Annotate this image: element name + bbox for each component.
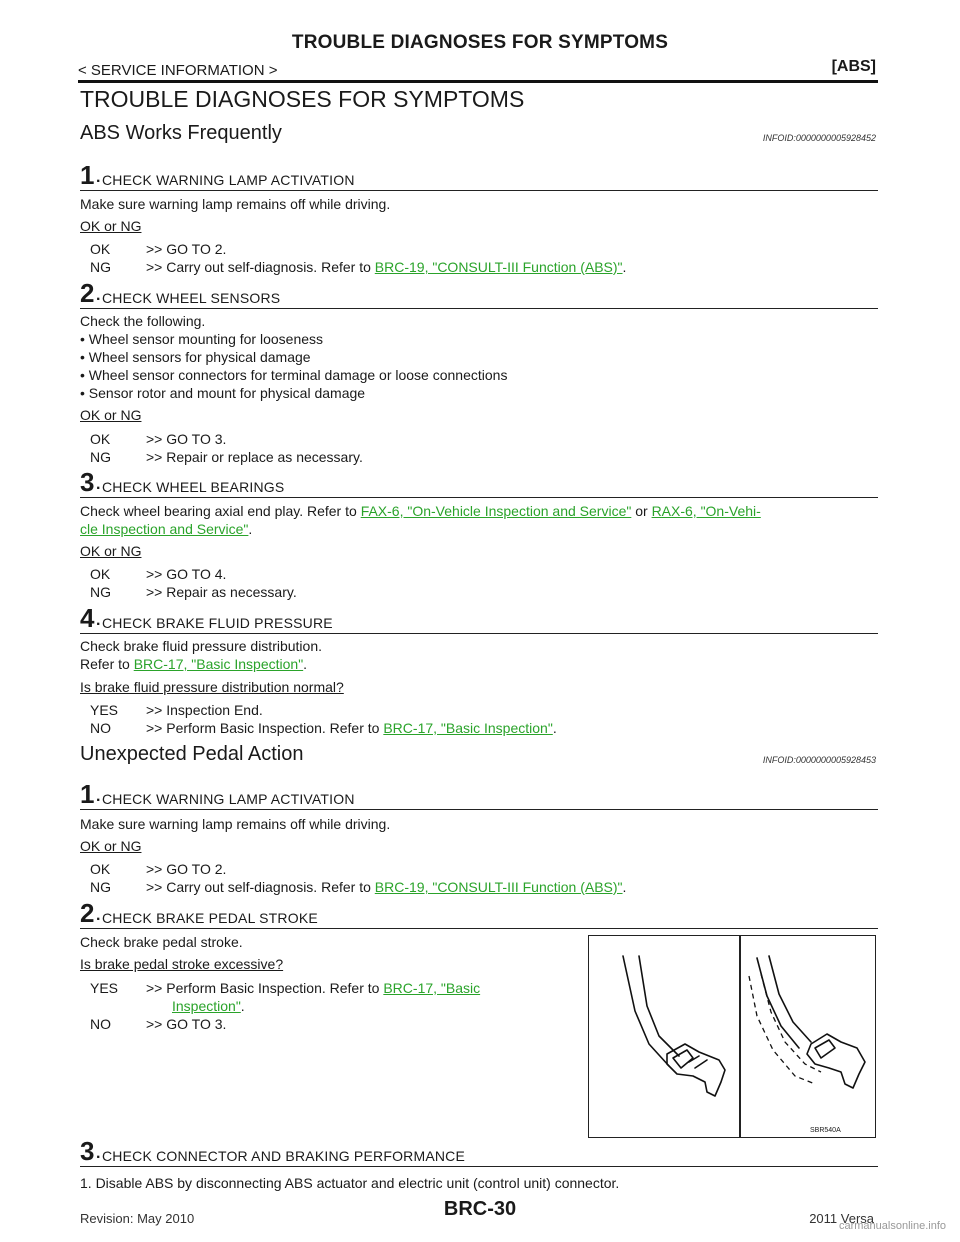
pedal-detail — [689, 1056, 707, 1068]
punctuation: . — [552, 720, 557, 736]
reference-link[interactable]: BRC-17, "Basic Inspection" — [133, 656, 304, 672]
step-question: Is brake fluid pressure distribution normal? — [80, 679, 344, 695]
reference-link[interactable]: cle Inspection and Service" — [80, 521, 249, 537]
model-year: 2011 Versa — [809, 1211, 874, 1226]
watermark: carmanualsonline.info — [838, 1220, 946, 1232]
result-no — [90, 719, 557, 737]
result-key: OK — [90, 861, 111, 877]
step-label: CHECK WARNING LAMP ACTIVATION — [102, 791, 355, 807]
step-body — [80, 502, 761, 520]
step-dot: . — [96, 169, 101, 186]
step-number: 2 — [80, 278, 95, 308]
result-text: >> GO TO 2. — [146, 241, 227, 257]
pedal-arm-line — [639, 956, 679, 1056]
reference-link[interactable]: Inspection" — [172, 998, 241, 1014]
result-yes-cont — [172, 997, 245, 1015]
result-ng — [90, 583, 297, 601]
step-body-cont — [80, 520, 252, 538]
body-text: or — [631, 503, 652, 519]
step-body: Make sure warning lamp remains off while driving. — [80, 196, 391, 212]
result-yes — [90, 979, 480, 997]
step-dot: . — [96, 788, 101, 805]
punctuation: . — [248, 521, 253, 537]
result-text: >> GO TO 4. — [146, 566, 227, 582]
step-dot: . — [96, 612, 101, 629]
pedal-arm-line — [757, 958, 799, 1048]
step-question: OK or NG — [80, 218, 142, 234]
result-text: >> Perform Basic Inspection. Refer to — [146, 980, 384, 996]
step-body: Check brake fluid pressure distribution. — [80, 638, 323, 654]
step-body: Check brake pedal stroke. — [80, 934, 243, 950]
step-heading — [80, 160, 878, 191]
step-dot: . — [96, 907, 101, 924]
result-key: OK — [90, 241, 111, 257]
step-number: 4 — [80, 603, 95, 633]
step-question: Is brake pedal stroke excessive? — [80, 956, 284, 972]
reference-link[interactable]: FAX-6, "On-Vehicle Inspection and Service" — [360, 503, 632, 519]
bullet-item: • Sensor rotor and mount for physical damage — [80, 385, 366, 401]
result-key: OK — [90, 431, 111, 447]
step-body — [80, 655, 307, 673]
step-heading — [80, 779, 878, 810]
breadcrumb[interactable]: < SERVICE INFORMATION > — [78, 62, 278, 79]
step-number: 3 — [80, 1136, 95, 1166]
result-yes — [90, 701, 263, 719]
step-number: 3 — [80, 467, 95, 497]
depressed-arm-dashed — [749, 976, 815, 1084]
step-label: CHECK BRAKE FLUID PRESSURE — [102, 615, 333, 631]
result-ng — [90, 258, 626, 276]
pedal-arm-line — [769, 956, 811, 1042]
step-heading — [80, 1136, 878, 1167]
step-label: CHECK WARNING LAMP ACTIVATION — [102, 172, 355, 188]
pedal-arm-line — [623, 956, 669, 1066]
result-text: >> Repair or replace as necessary. — [146, 449, 363, 465]
result-text: >> Inspection End. — [146, 702, 263, 718]
result-key: NO — [90, 1016, 111, 1032]
step-label: CHECK WHEEL SENSORS — [102, 290, 281, 306]
pedal-illustration — [589, 936, 875, 1137]
result-key: NG — [90, 879, 111, 895]
step-dot: . — [96, 287, 101, 304]
punctuation: . — [240, 998, 245, 1014]
result-ok — [90, 430, 226, 448]
result-ok — [90, 240, 226, 258]
step-body: Check the following. — [80, 313, 206, 329]
info-id: INFOID:0000000005928453 — [762, 755, 876, 765]
page-number: BRC-30 — [443, 1198, 517, 1220]
step-dot: . — [96, 476, 101, 493]
pedal-detail — [815, 1040, 835, 1058]
result-ng — [90, 878, 626, 896]
result-ok — [90, 565, 226, 583]
step-question: OK or NG — [80, 543, 142, 559]
step-body: Make sure warning lamp remains off while driving. — [80, 816, 391, 832]
header-rule — [78, 80, 878, 83]
bullet-item: • Wheel sensor connectors for terminal damage or loose connections — [80, 367, 508, 383]
step-question: OK or NG — [80, 838, 142, 854]
result-text: >> Perform Basic Inspection. Refer to — [146, 720, 384, 736]
punctuation: . — [622, 879, 627, 895]
reference-link[interactable]: BRC-17, "Basic Inspection" — [383, 720, 553, 736]
system-tag: [ABS] — [831, 58, 876, 75]
step-number: 1 — [80, 160, 95, 190]
revision-text: Revision: May 2010 — [80, 1211, 195, 1226]
result-key: OK — [90, 566, 111, 582]
page-header-title: TROUBLE DIAGNOSES FOR SYMPTOMS — [291, 32, 669, 53]
step-dot: . — [96, 1145, 101, 1162]
result-text: >> Repair as necessary. — [146, 584, 297, 600]
section-title: TROUBLE DIAGNOSES FOR SYMPTOMS — [80, 86, 525, 112]
result-key: YES — [90, 702, 119, 718]
step-heading — [80, 603, 878, 634]
result-text: >> Carry out self-diagnosis. Refer to — [146, 879, 375, 895]
step-heading — [80, 467, 878, 498]
figure-label: SBR540A — [810, 1127, 841, 1134]
reference-link[interactable]: BRC-19, "CONSULT-III Function (ABS)" — [374, 879, 623, 895]
info-id: INFOID:0000000005928452 — [762, 133, 876, 143]
result-key: YES — [90, 980, 119, 996]
step-label: CHECK BRAKE PEDAL STROKE — [102, 910, 318, 926]
result-text: >> GO TO 3. — [146, 431, 227, 447]
body-text: Refer to — [80, 656, 134, 672]
subsection-title-pedal: Unexpected Pedal Action — [80, 743, 304, 765]
step-number: 2 — [80, 898, 95, 928]
result-key: NG — [90, 584, 111, 600]
result-key: NG — [90, 259, 111, 275]
body-text: Check wheel bearing axial end play. Refer to — [80, 503, 361, 519]
punctuation: . — [303, 656, 308, 672]
step-number: 1 — [80, 779, 95, 809]
pedal-pad — [807, 1034, 865, 1088]
reference-link[interactable]: BRC-17, "Basic — [383, 980, 481, 996]
result-no — [90, 1015, 226, 1033]
result-text: >> GO TO 2. — [146, 861, 227, 877]
step-heading — [80, 898, 878, 929]
subsection-title-abs-frequent: ABS Works Frequently — [80, 122, 282, 144]
reference-link[interactable]: RAX-6, "On-Vehi- — [651, 503, 761, 519]
result-key: NG — [90, 449, 111, 465]
reference-link[interactable]: BRC-19, "CONSULT-III Function (ABS)" — [374, 259, 623, 275]
depressed-arm-dashed — [761, 974, 821, 1072]
result-ok — [90, 860, 226, 878]
step-label: CHECK CONNECTOR AND BRAKING PERFORMANCE — [102, 1148, 466, 1164]
result-text: >> Carry out self-diagnosis. Refer to — [146, 259, 375, 275]
result-ng — [90, 448, 363, 466]
bullet-item: • Wheel sensor mounting for looseness — [80, 331, 324, 347]
step-heading — [80, 278, 878, 309]
result-text: >> GO TO 3. — [146, 1016, 227, 1032]
step-label: CHECK WHEEL BEARINGS — [102, 479, 285, 495]
punctuation: . — [622, 259, 627, 275]
step-question: OK or NG — [80, 407, 142, 423]
bullet-item: • Wheel sensors for physical damage — [80, 349, 311, 365]
numbered-item: 1. Disable ABS by disconnecting ABS actuator and electric unit (control unit) connector. — [80, 1175, 620, 1191]
result-key: NO — [90, 720, 111, 736]
